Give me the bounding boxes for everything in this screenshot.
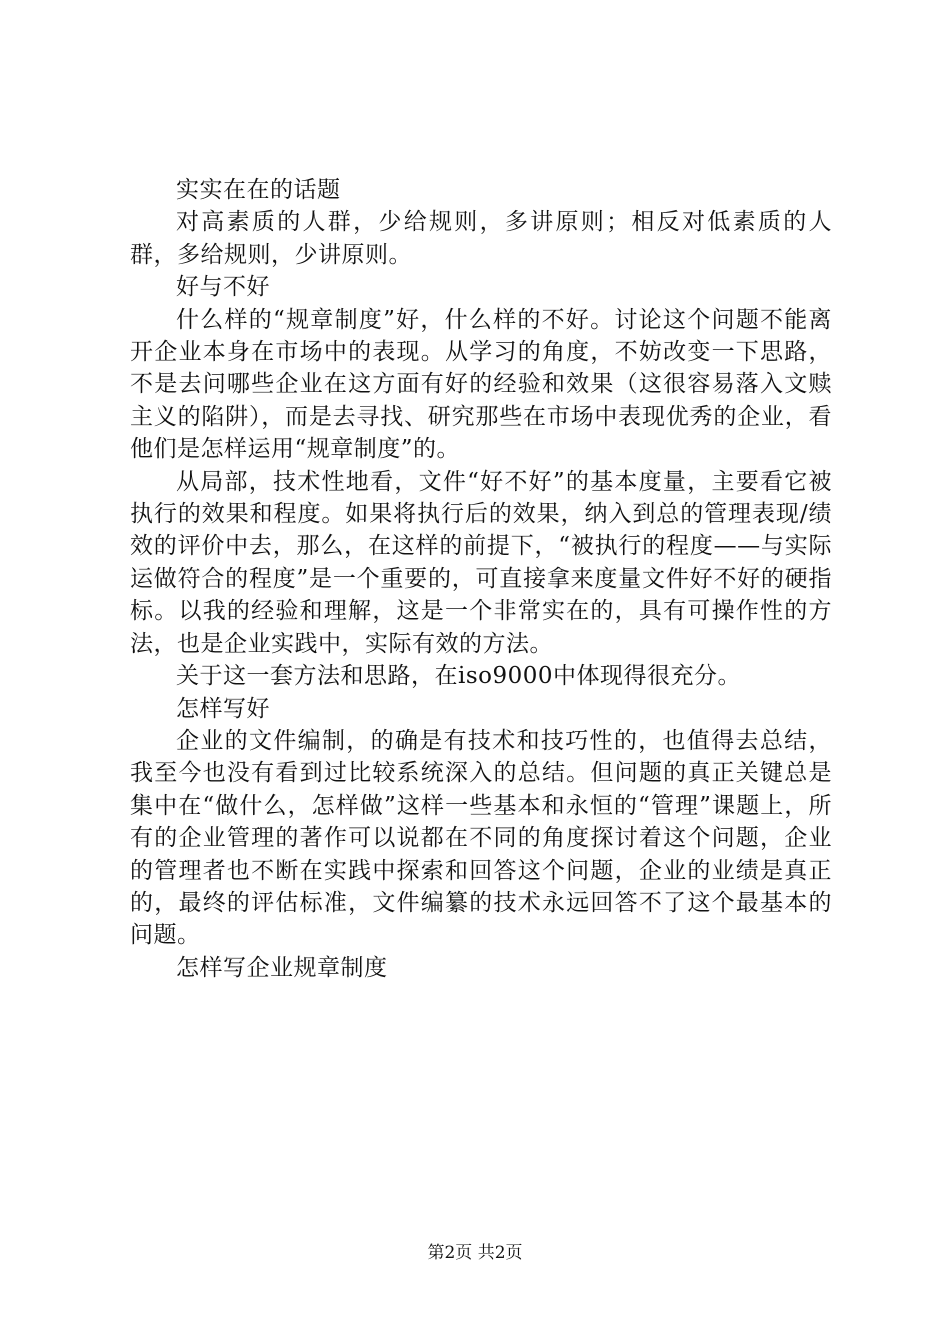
body-paragraph: 关于这一套方法和思路，在iso9000中体现得很充分。 (176, 663, 742, 690)
page-number-footer: 第2页 共2页 (427, 1243, 523, 1263)
body-paragraph: 对高素质的人群，少给规则，多讲原则；相反对低素质的人群，多给规则，少讲原则。 (130, 209, 832, 268)
document-body (130, 174, 832, 984)
section-heading: 怎样写好 (176, 695, 270, 722)
section-heading: 好与不好 (176, 274, 270, 301)
section-heading: 怎样写企业规章制度 (176, 954, 388, 981)
body-paragraph: 企业的文件编制，的确是有技术和技巧性的，也值得去总结，我至今也没有看到过比较系统深入的总结。但问题的真正关键总是集中在“做什么，怎样做”这样一些基本和永恒的“管理”课题上，所有的企业管理的著作可以说都在不同的角度探讨着这个问题，企业的管理者也不断在实践中探索和回答这个问题，企业的业绩是真正的，最终的评估标准，文件编纂的技术永远回答不了这个最基本的问题。 (130, 727, 832, 949)
section-heading: 实实在在的话题 (176, 177, 341, 203)
body-paragraph: 从局部，技术性地看，文件“好不好”的基本度量，主要看它被执行的效果和程度。如果将执行后的效果，纳入到总的管理表现/绩效的评价中去，那么，在这样的前提下，“被执行的程度——与实际运做符合的程度”是一个重要的，可直接拿来度量文件好不好的硬指标。以我的经验和理解，这是一个非常实在的，具有可操作性的方法，也是企业实践中，实际有效的方法。 (130, 468, 832, 657)
body-paragraph: 什么样的“规章制度”好，什么样的不好。讨论这个问题不能离开企业本身在市场中的表现。从学习的角度，不妨改变一下思路，不是去问哪些企业在这方面有好的经验和效果（这很容易落入文赎主义的陷阱），而是去寻找、研究那些在市场中表现优秀的企业，看他们是怎样运用“规章制度”的。 (130, 306, 832, 463)
